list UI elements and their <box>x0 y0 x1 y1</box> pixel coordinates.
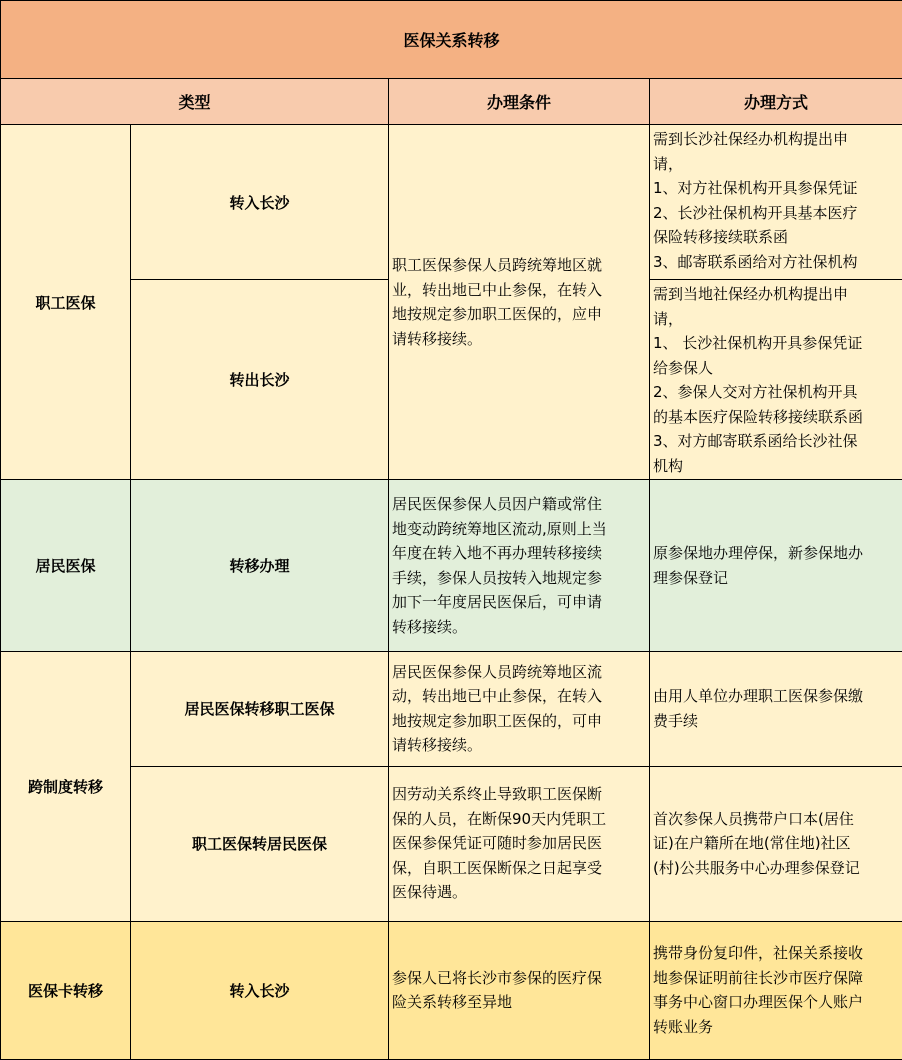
text-line: 费手续 <box>653 711 699 730</box>
text-line: 转账业务 <box>653 1017 714 1036</box>
text-line: 医保待遇。 <box>392 883 468 902</box>
text-line: 原参保地办理停保，新参保地办 <box>653 544 864 562</box>
text-line: 年度在转入地不再办理转移接续 <box>392 544 603 562</box>
text-line: 动，转出地已中止参保，在转入 <box>392 687 603 706</box>
text-line: 居民医保参保人员跨统筹地区流 <box>392 662 603 681</box>
text-line: 地按规定参加职工医保的，应申 <box>392 305 603 324</box>
method-transfer-in-changsha <box>650 125 902 280</box>
sub-type-resident-to-employee: 居民医保转移职工医保 <box>131 651 389 766</box>
text-line: 请， <box>653 309 684 328</box>
text-line: 由用人单位办理职工医保参保缴 <box>653 687 864 706</box>
condition-employee-insurance <box>389 125 650 480</box>
condition-resident-insurance <box>389 480 650 651</box>
condition-resident-to-employee <box>389 651 650 766</box>
text-line: 参保人已将长沙市参保的医疗保 <box>392 968 603 987</box>
category-employee-insurance: 职工医保 <box>1 125 131 480</box>
text-line: 居民医保参保人员因户籍或常住 <box>392 495 603 513</box>
sub-type-card-transfer-in-changsha: 转入长沙 <box>131 921 389 1059</box>
header-condition: 办理条件 <box>389 79 650 125</box>
method-transfer-out-changsha <box>650 280 902 480</box>
text-line: 证)在户籍所在地(常住地)社区 <box>653 834 851 853</box>
text-line: 保的人员，在断保90天内凭职工 <box>392 809 607 828</box>
text-line: 请， <box>653 154 684 173</box>
sub-type-transfer-in-changsha: 转入长沙 <box>131 125 389 280</box>
sub-type-transfer-out-changsha: 转出长沙 <box>131 280 389 480</box>
text-line: 事务中心窗口办理医保个人账户 <box>653 993 864 1012</box>
category-resident-insurance: 居民医保 <box>1 480 131 651</box>
text-line: 理参保登记 <box>653 568 729 587</box>
text-line: 的基本医疗保险转移接续联系函 <box>653 407 864 426</box>
condition-employee-to-resident <box>389 766 650 921</box>
text-line: 业，转出地已中止参保，在转入 <box>392 280 603 299</box>
text-line: 需到当地社保经办机构提出申 <box>653 285 849 304</box>
header-type: 类型 <box>1 79 389 125</box>
method-resident-insurance <box>650 480 902 651</box>
text-line: 请转移接续。 <box>392 736 483 755</box>
text-line: 1、对方社保机构开具参保凭证 <box>653 179 858 198</box>
category-cross-system-transfer: 跨制度转移 <box>1 651 131 921</box>
text-line: (村)公共服务中心办理参保登记 <box>653 858 860 877</box>
text-line: 因劳动关系终止导致职工医保断 <box>392 785 603 804</box>
text-line: 2、参保人交对方社保机构开具 <box>653 383 858 402</box>
text-line: 加下一年度居民医保后，可申请 <box>392 593 603 611</box>
text-line: 地变动跨统筹地区流动,原则上当 <box>392 519 607 538</box>
category-card-transfer: 医保卡转移 <box>1 921 131 1059</box>
text-line: 首次参保人员携带户口本(居住 <box>653 809 854 828</box>
text-line: 保险转移接续联系函 <box>653 228 789 247</box>
text-line: 手续，参保人员按转入地规定参 <box>392 568 603 587</box>
method-employee-to-resident <box>650 766 902 921</box>
text-line: 转移接续。 <box>392 617 468 636</box>
condition-card-transfer <box>389 921 650 1059</box>
sub-type-transfer-handling: 转移办理 <box>131 480 389 651</box>
text-line: 携带身份复印件，社保关系接收 <box>653 944 864 963</box>
method-card-transfer <box>650 921 902 1059</box>
text-line: 职工医保参保人员跨统筹地区就 <box>392 256 603 275</box>
text-line: 1、 长沙社保机构开具参保凭证 <box>653 334 863 353</box>
text-line: 3、对方邮寄联系函给长沙社保 <box>653 432 858 451</box>
text-line: 保，自职工医保断保之日起享受 <box>392 858 603 877</box>
text-line: 3、邮寄联系函给对方社保机构 <box>653 252 858 271</box>
sub-type-employee-to-resident: 职工医保转居民医保 <box>131 766 389 921</box>
text-line: 需到长沙社保经办机构提出申 <box>653 130 849 149</box>
text-line: 2、长沙社保机构开具基本医疗 <box>653 203 858 222</box>
text-line: 地按规定参加职工医保的，可申 <box>392 711 603 730</box>
text-line: 请转移接续。 <box>392 329 483 348</box>
text-line: 地参保证明前往长沙市医疗保障 <box>653 968 864 987</box>
text-line: 险关系转移至异地 <box>392 993 513 1012</box>
table-title: 医保关系转移 <box>1 1 902 79</box>
text-line: 医保参保凭证可随时参加居民医 <box>392 834 603 853</box>
method-resident-to-employee <box>650 651 902 766</box>
header-method: 办理方式 <box>650 79 902 125</box>
text-line: 给参保人 <box>653 358 714 377</box>
text-line: 机构 <box>653 456 684 475</box>
